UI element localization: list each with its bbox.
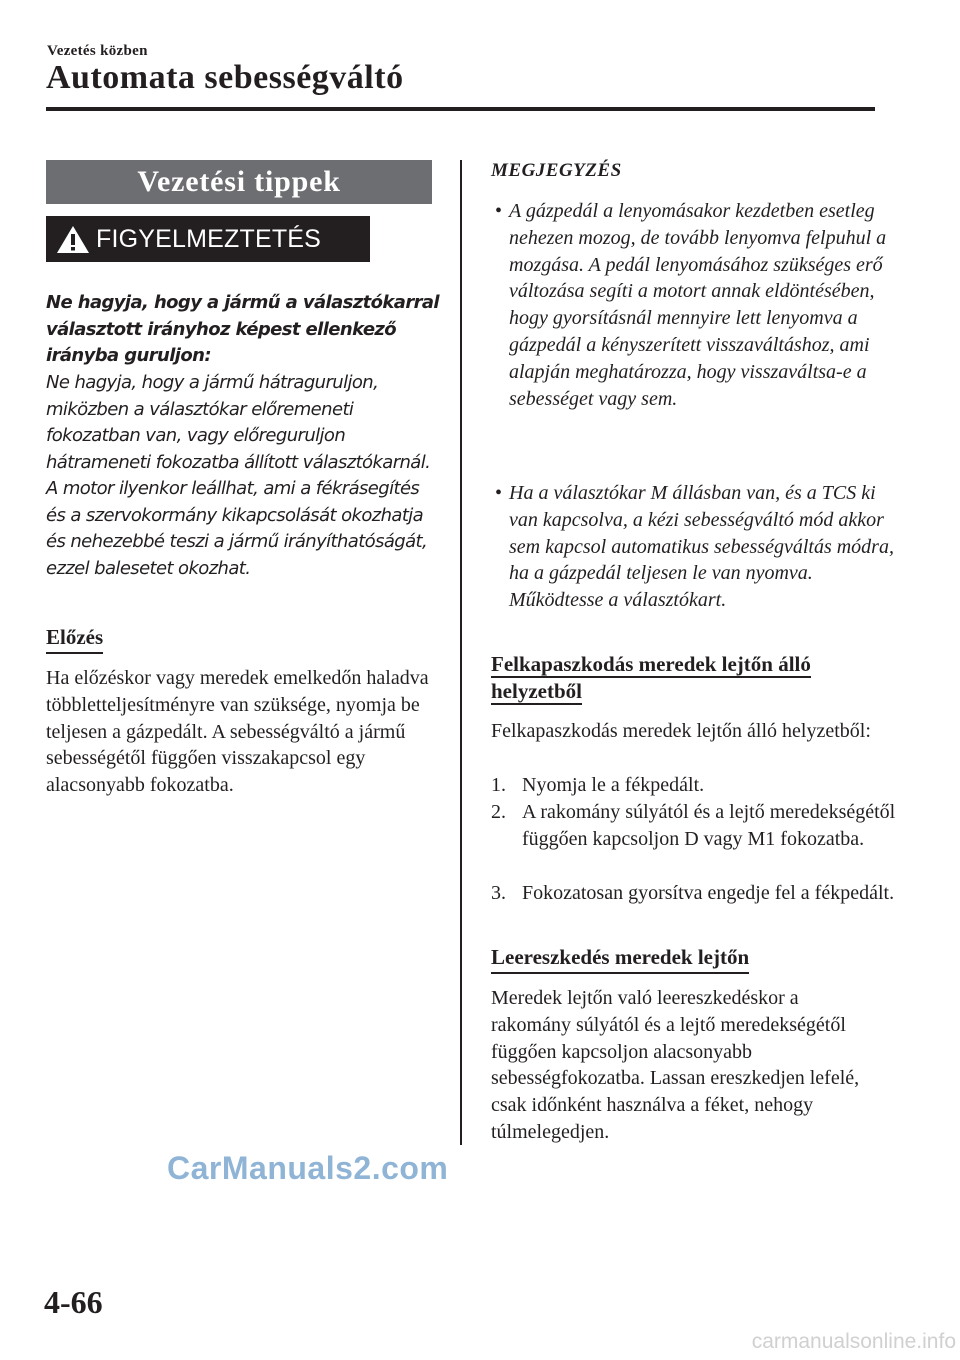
- bullet-icon: •: [495, 482, 503, 504]
- tips-banner: Vezetési tippek: [46, 160, 432, 204]
- warning-triangle-icon: [56, 224, 90, 254]
- section-label: Vezetés közben: [47, 43, 148, 59]
- warning-body: Ne hagyja, hogy a jármű hátraguruljon, miközben a választókar előremeneti fokozatban van, vagy előreguruljon hátrameneti fokozatba állított választókarnál. A motor ilyenkor leállhat, ami a fékrásegítés és a szervokormány kikapcsolását okozhatja és nehezebbé teszi a jármű irányíthatóságát, ezzel balesetet okozhat.: [46, 372, 431, 579]
- watermark-footer: carmanualsonline.info: [751, 1330, 956, 1353]
- note-bullet-text: Ha a választókar M állásban van, és a TCS ki van kapcsolva, a kézi sebességváltó mód akkor sem kapcsol automatikus sebességváltás módra, ha a gázpedál teljesen le van nyomva. Működtesse a választókart.: [509, 482, 894, 612]
- warning-title: FIGYELMEZTETÉS: [96, 224, 322, 253]
- page-number: 4-66: [44, 1284, 103, 1320]
- column-divider: [460, 160, 462, 1145]
- step-text: A rakomány súlyától és a lejtő meredekségétől függően kapcsoljon D vagy M1 fokozatba.: [522, 801, 896, 850]
- watermark-center: CarManuals2.com: [167, 1150, 449, 1186]
- note-bullet-text: A gázpedál a lenyomásakor kezdetben esetleg nehezen mozog, de tovább lenyomva felpuhul a mozgása. A pedál lenyomásához szükséges erő változása segíti a motort annak eldöntésében, hogy gyorsításnál mennyire lett lenyomva a gázpedál a kényszerített visszaváltáshoz, ami alapján meghatározza, hogy visszaváltsa-e a sebességet vagy sem.: [509, 200, 887, 410]
- warning-badge: [46, 216, 370, 262]
- step-number: 1.: [491, 774, 506, 796]
- step-number: 3.: [491, 882, 506, 904]
- step-number: 2.: [491, 801, 506, 823]
- overtaking-body: Ha előzéskor vagy meredek emelkedőn haladva többletteljesítményre van szüksége, nyomja be teljesen a gázpedált. A sebességváltó a jármű sebességétől függően visszakapcsol egy alacsonyabb fokozatba.: [46, 667, 429, 797]
- climbing-heading: [491, 651, 841, 706]
- climbing-step: [491, 799, 912, 853]
- warning-heading: Ne hagyja, hogy a jármű a választókarral választott irányhoz képest ellenkező irányba guruljon:: [46, 292, 440, 366]
- note-bullet: [491, 480, 899, 614]
- climbing-step: [491, 880, 912, 907]
- header-rule: [46, 107, 875, 111]
- step-text: Fokozatosan gyorsítva engedje fel a fékpedált.: [522, 882, 895, 904]
- note-heading: MEGJEGYZÉS: [491, 160, 622, 181]
- overtaking-heading: Előzés: [46, 624, 103, 654]
- step-text: Nyomja le a fékpedált.: [522, 774, 705, 796]
- climbing-heading-text: Felkapaszkodás meredek lejtőn álló helyzetből: [491, 652, 811, 703]
- climbing-intro: Felkapaszkodás meredek lejtőn álló helyzetből:: [491, 720, 871, 742]
- bullet-icon: •: [495, 200, 503, 222]
- note-bullet: [491, 198, 899, 412]
- climbing-step: [491, 772, 912, 799]
- descending-heading: Leereszkedés meredek lejtőn: [491, 944, 749, 974]
- chapter-title: Automata sebességváltó: [46, 59, 404, 96]
- descending-body: Meredek lejtőn való leereszkedéskor a rakomány súlyától és a lejtő meredekségétől függően kapcsoljon alacsonyabb sebességfokozatba. Lassan ereszkedjen lefelé, csak időnként használva a féket, nehogy túlmelegedjen.: [491, 987, 860, 1143]
